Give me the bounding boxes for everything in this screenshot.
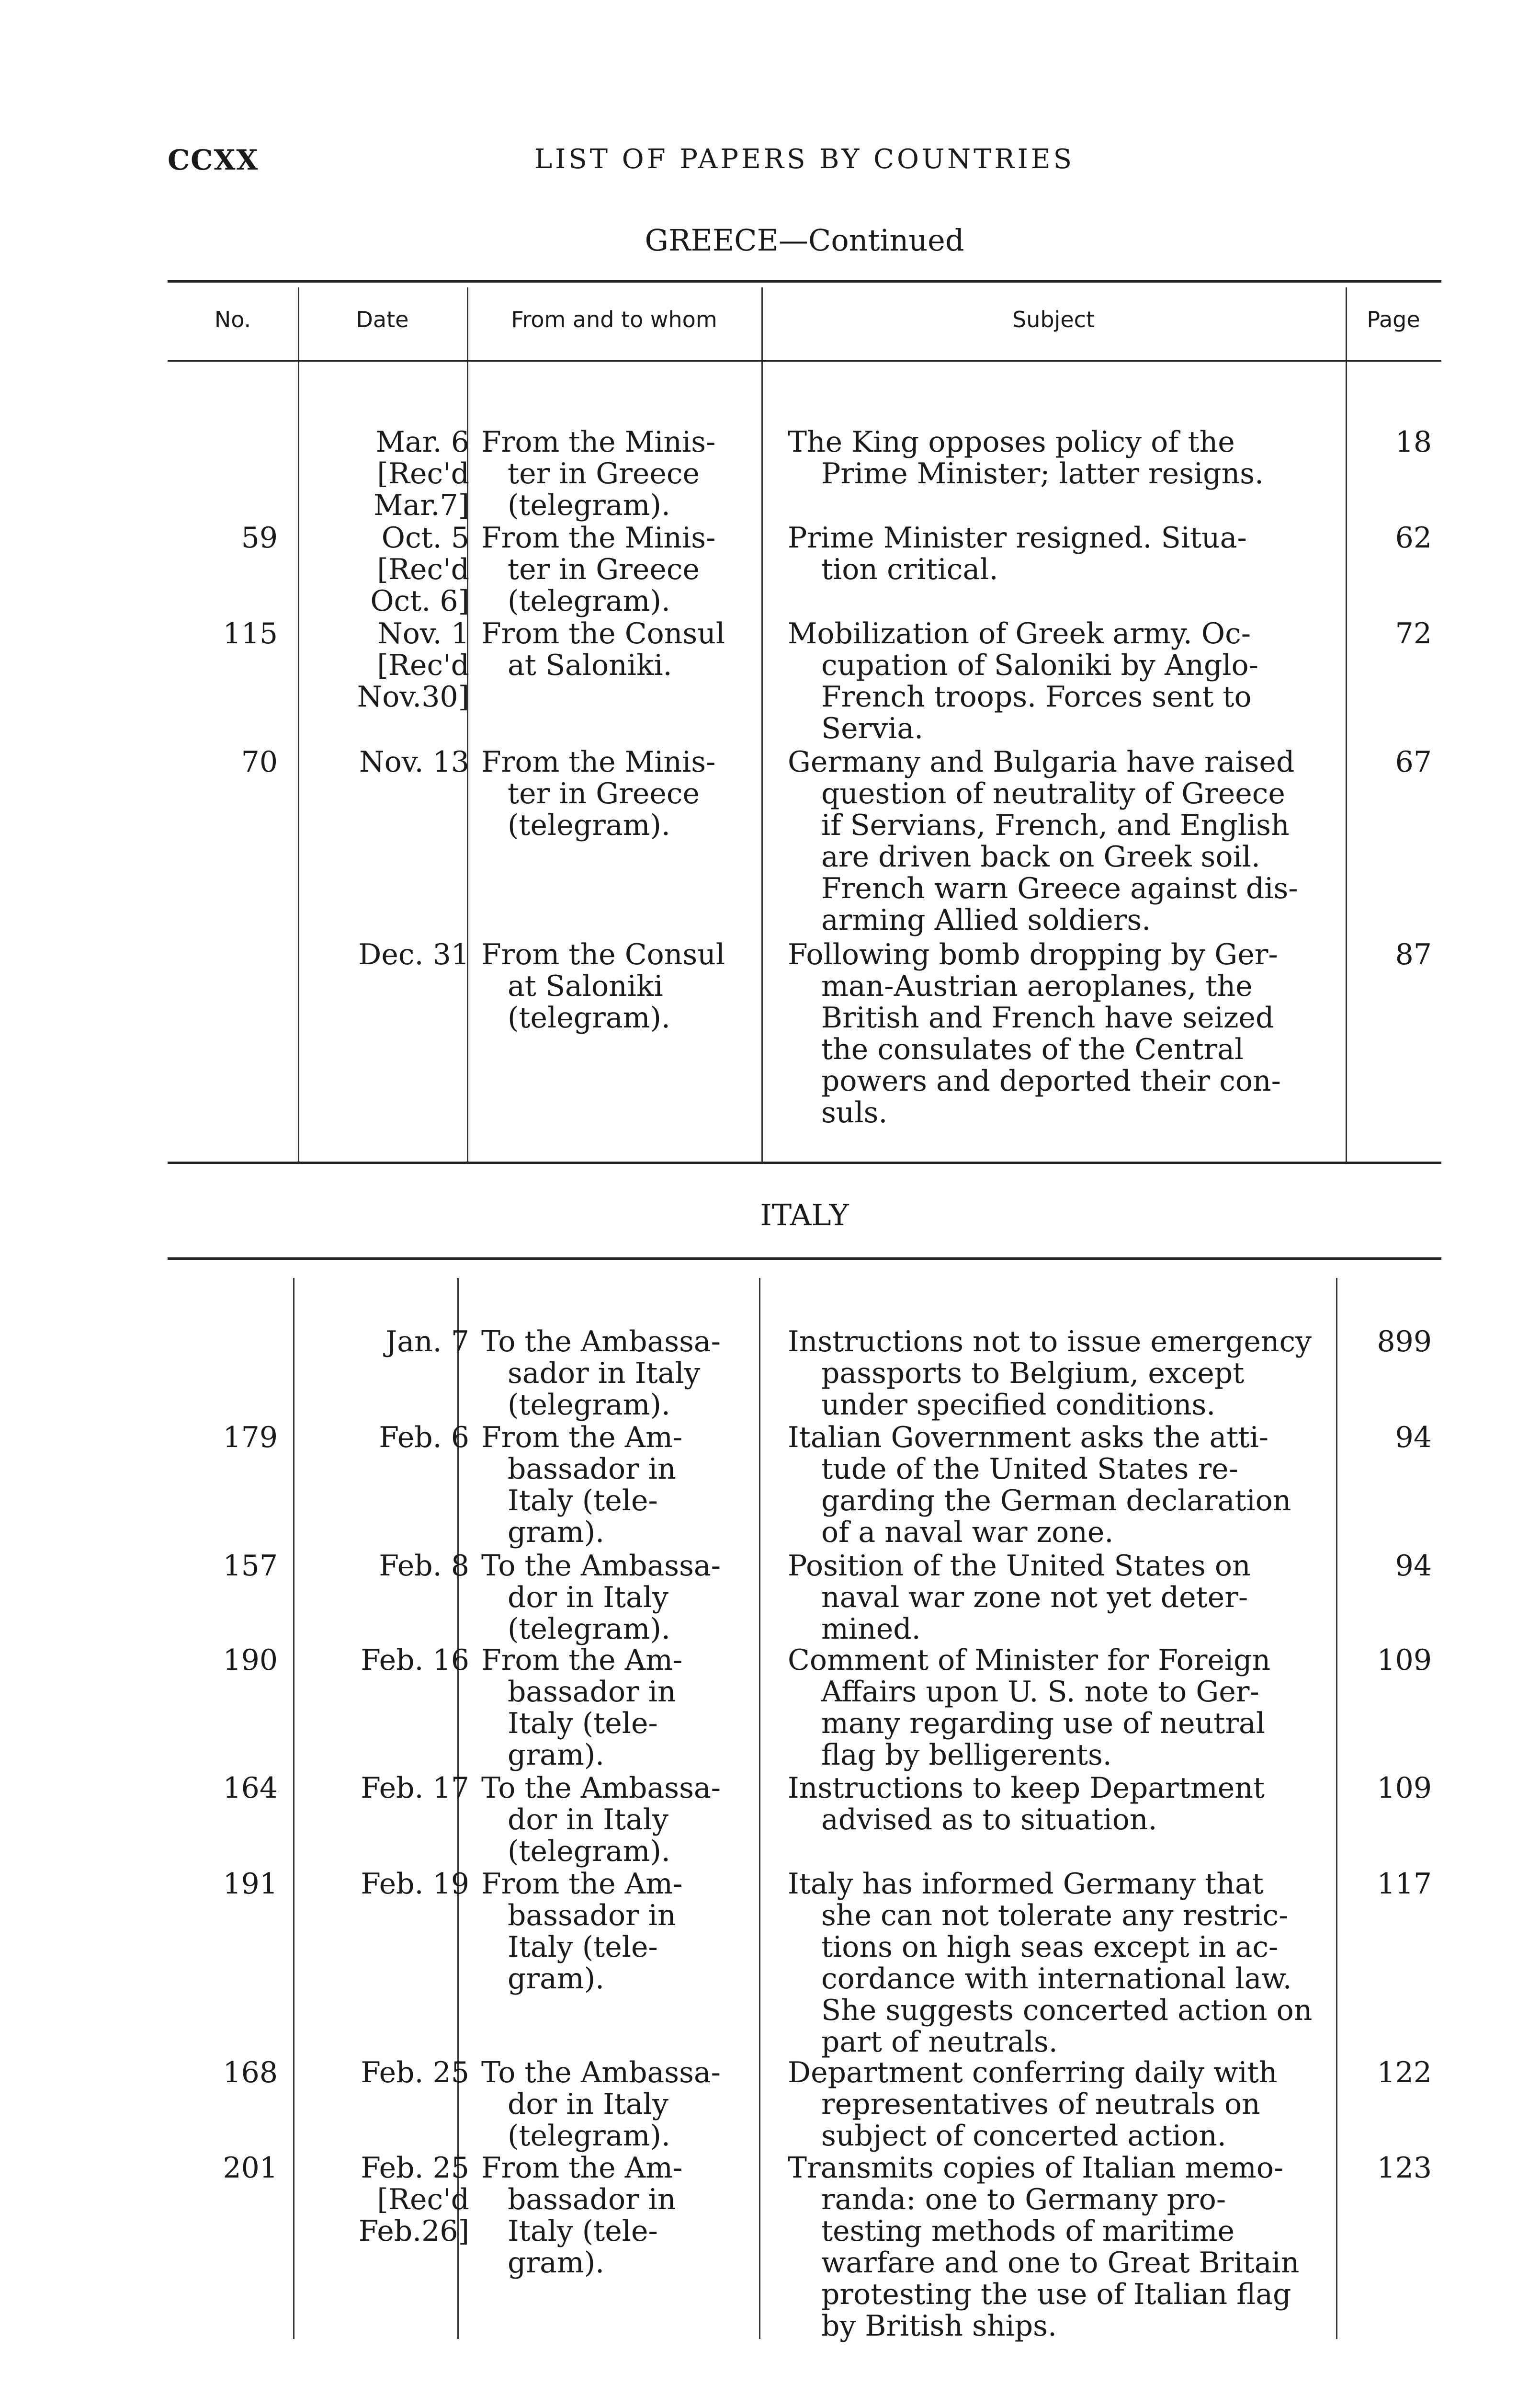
row-page: 18 <box>1395 425 1432 459</box>
row-page: 72 <box>1395 617 1432 650</box>
row-from: To the Ambassa- dor in Italy (telegram). <box>481 1549 721 1646</box>
row-from: To the Ambassa- dor in Italy (telegram). <box>481 2056 721 2153</box>
row-page: 67 <box>1395 745 1432 779</box>
row-number: 191 <box>223 1867 278 1901</box>
row-subject: The King opposes policy of the Prime Minister; latter resigns. <box>788 425 1264 490</box>
row-subject: Following bomb dropping by Ger- man-Austrian aeroplanes, the British and French have seized the consulates of the Central powers and deported their con- suls. <box>788 938 1281 1129</box>
row-page: 123 <box>1377 2151 1432 2185</box>
row-number: 168 <box>223 2056 278 2089</box>
italy-top-rule <box>168 1257 1441 1260</box>
row-from: From the Minis- ter in Greece (telegram). <box>481 745 716 842</box>
section-title-greece <box>168 223 1441 258</box>
row-subject: Department conferring daily with representatives of neutrals on subject of concerted action. <box>788 2056 1278 2153</box>
row-page: 899 <box>1377 1325 1432 1358</box>
header-rule <box>168 360 1441 362</box>
row-page: 109 <box>1377 1771 1432 1805</box>
row-page: 62 <box>1395 521 1432 555</box>
row-subject: Prime Minister resigned. Situa- tion critical. <box>788 521 1247 586</box>
row-date: Nov. 1 [Rec'd Nov.30] <box>357 617 469 714</box>
row-number: 201 <box>223 2151 278 2185</box>
row-number: 59 <box>241 521 278 555</box>
row-number: 164 <box>223 1771 278 1805</box>
section-title-italy: ITALY <box>760 1198 849 1232</box>
row-page: 122 <box>1377 2056 1432 2089</box>
row-date: Nov. 13 <box>359 745 469 779</box>
col-header-subject: Subject <box>1012 307 1095 332</box>
row-page: 87 <box>1395 938 1432 971</box>
row-date: Jan. 7 <box>385 1325 469 1358</box>
row-subject: Instructions to keep Department advised as to situation. <box>788 1771 1265 1836</box>
row-from: To the Ambassa- sador in Italy (telegram). <box>481 1325 721 1422</box>
row-date: Feb. 19 <box>361 1867 469 1901</box>
row-number: 179 <box>223 1421 278 1454</box>
row-number: 190 <box>223 1643 278 1677</box>
row-from: From the Consul at Saloniki (telegram). <box>481 938 725 1035</box>
row-date: Feb. 25 [Rec'd Feb.26] <box>358 2151 469 2248</box>
running-title: LIST OF PAPERS BY COUNTRIES <box>534 144 1075 175</box>
row-number: 70 <box>241 745 278 779</box>
col-header-date: Date <box>356 307 409 332</box>
row-from: To the Ambassa- dor in Italy (telegram). <box>481 1771 721 1868</box>
col-header-page: Page <box>1367 307 1420 332</box>
row-from: From the Consul at Saloniki. <box>481 617 725 682</box>
row-date: Feb. 17 <box>361 1771 469 1805</box>
greece-title: GREECE <box>645 223 779 258</box>
row-page: 109 <box>1377 1643 1432 1677</box>
greece-continued: —Continued <box>778 223 964 258</box>
page-header <box>168 144 1441 182</box>
greece-bottom-rule <box>168 1162 1441 1164</box>
row-page: 94 <box>1395 1549 1432 1583</box>
row-date: Dec. 31 <box>358 938 469 971</box>
row-from: From the Am- bassador in Italy (tele- gram). <box>481 1867 683 1996</box>
row-number: 157 <box>223 1549 278 1583</box>
row-date: Feb. 8 <box>379 1549 469 1583</box>
row-subject: Position of the United States on naval war zone not yet deter- mined. <box>788 1549 1251 1646</box>
row-subject: Italian Government asks the atti- tude of the United States re- garding the German declaration of a naval war zone. <box>788 1421 1291 1549</box>
row-subject: Instructions not to issue emergency passports to Belgium, except under specified conditions. <box>788 1325 1312 1422</box>
col-header-no: No. <box>214 307 251 332</box>
top-rule <box>168 280 1441 283</box>
row-subject: Transmits copies of Italian memo- randa: one to Germany pro- testing methods of maritime warfare and one to Great Britain protesting the use of Italian flag by British ships. <box>788 2151 1300 2343</box>
row-subject: Germany and Bulgaria have raised question of neutrality of Greece if Servians, French, and English are driven back on Greek soil. French warn Greece against dis- arming Allied soldiers. <box>788 745 1298 937</box>
col-header-from: From and to whom <box>511 307 717 332</box>
row-number: 115 <box>223 617 278 650</box>
row-date: Feb. 16 <box>361 1643 469 1677</box>
italy-table <box>168 1278 1441 2343</box>
greece-table <box>168 287 1441 1162</box>
row-date: Feb. 25 <box>361 2056 469 2089</box>
row-page: 117 <box>1377 1867 1432 1901</box>
row-date: Mar. 6 [Rec'd Mar.7] <box>374 425 469 522</box>
row-subject: Mobilization of Greek army. Oc- cupation of Saloniki by Anglo- French troops. Forces sent to Servia. <box>788 617 1258 745</box>
row-subject: Comment of Minister for Foreign Affairs upon U. S. note to Ger- many regarding use of neutral flag by belligerents. <box>788 1643 1271 1772</box>
row-from: From the Am- bassador in Italy (tele- gram). <box>481 2151 683 2280</box>
row-page: 94 <box>1395 1421 1432 1454</box>
row-from: From the Am- bassador in Italy (tele- gram). <box>481 1421 683 1549</box>
row-from: From the Minis- ter in Greece (telegram). <box>481 425 716 522</box>
page-number: CCXX <box>168 144 259 176</box>
row-date: Oct. 5 [Rec'd Oct. 6] <box>370 521 469 618</box>
row-from: From the Minis- ter in Greece (telegram). <box>481 521 716 618</box>
row-date: Feb. 6 <box>379 1421 469 1454</box>
row-from: From the Am- bassador in Italy (tele- gram). <box>481 1643 683 1772</box>
row-subject: Italy has informed Germany that she can not tolerate any restric- tions on high seas except in ac- cordance with international law. She suggests concerted action on part of neutrals. <box>788 1867 1313 2059</box>
